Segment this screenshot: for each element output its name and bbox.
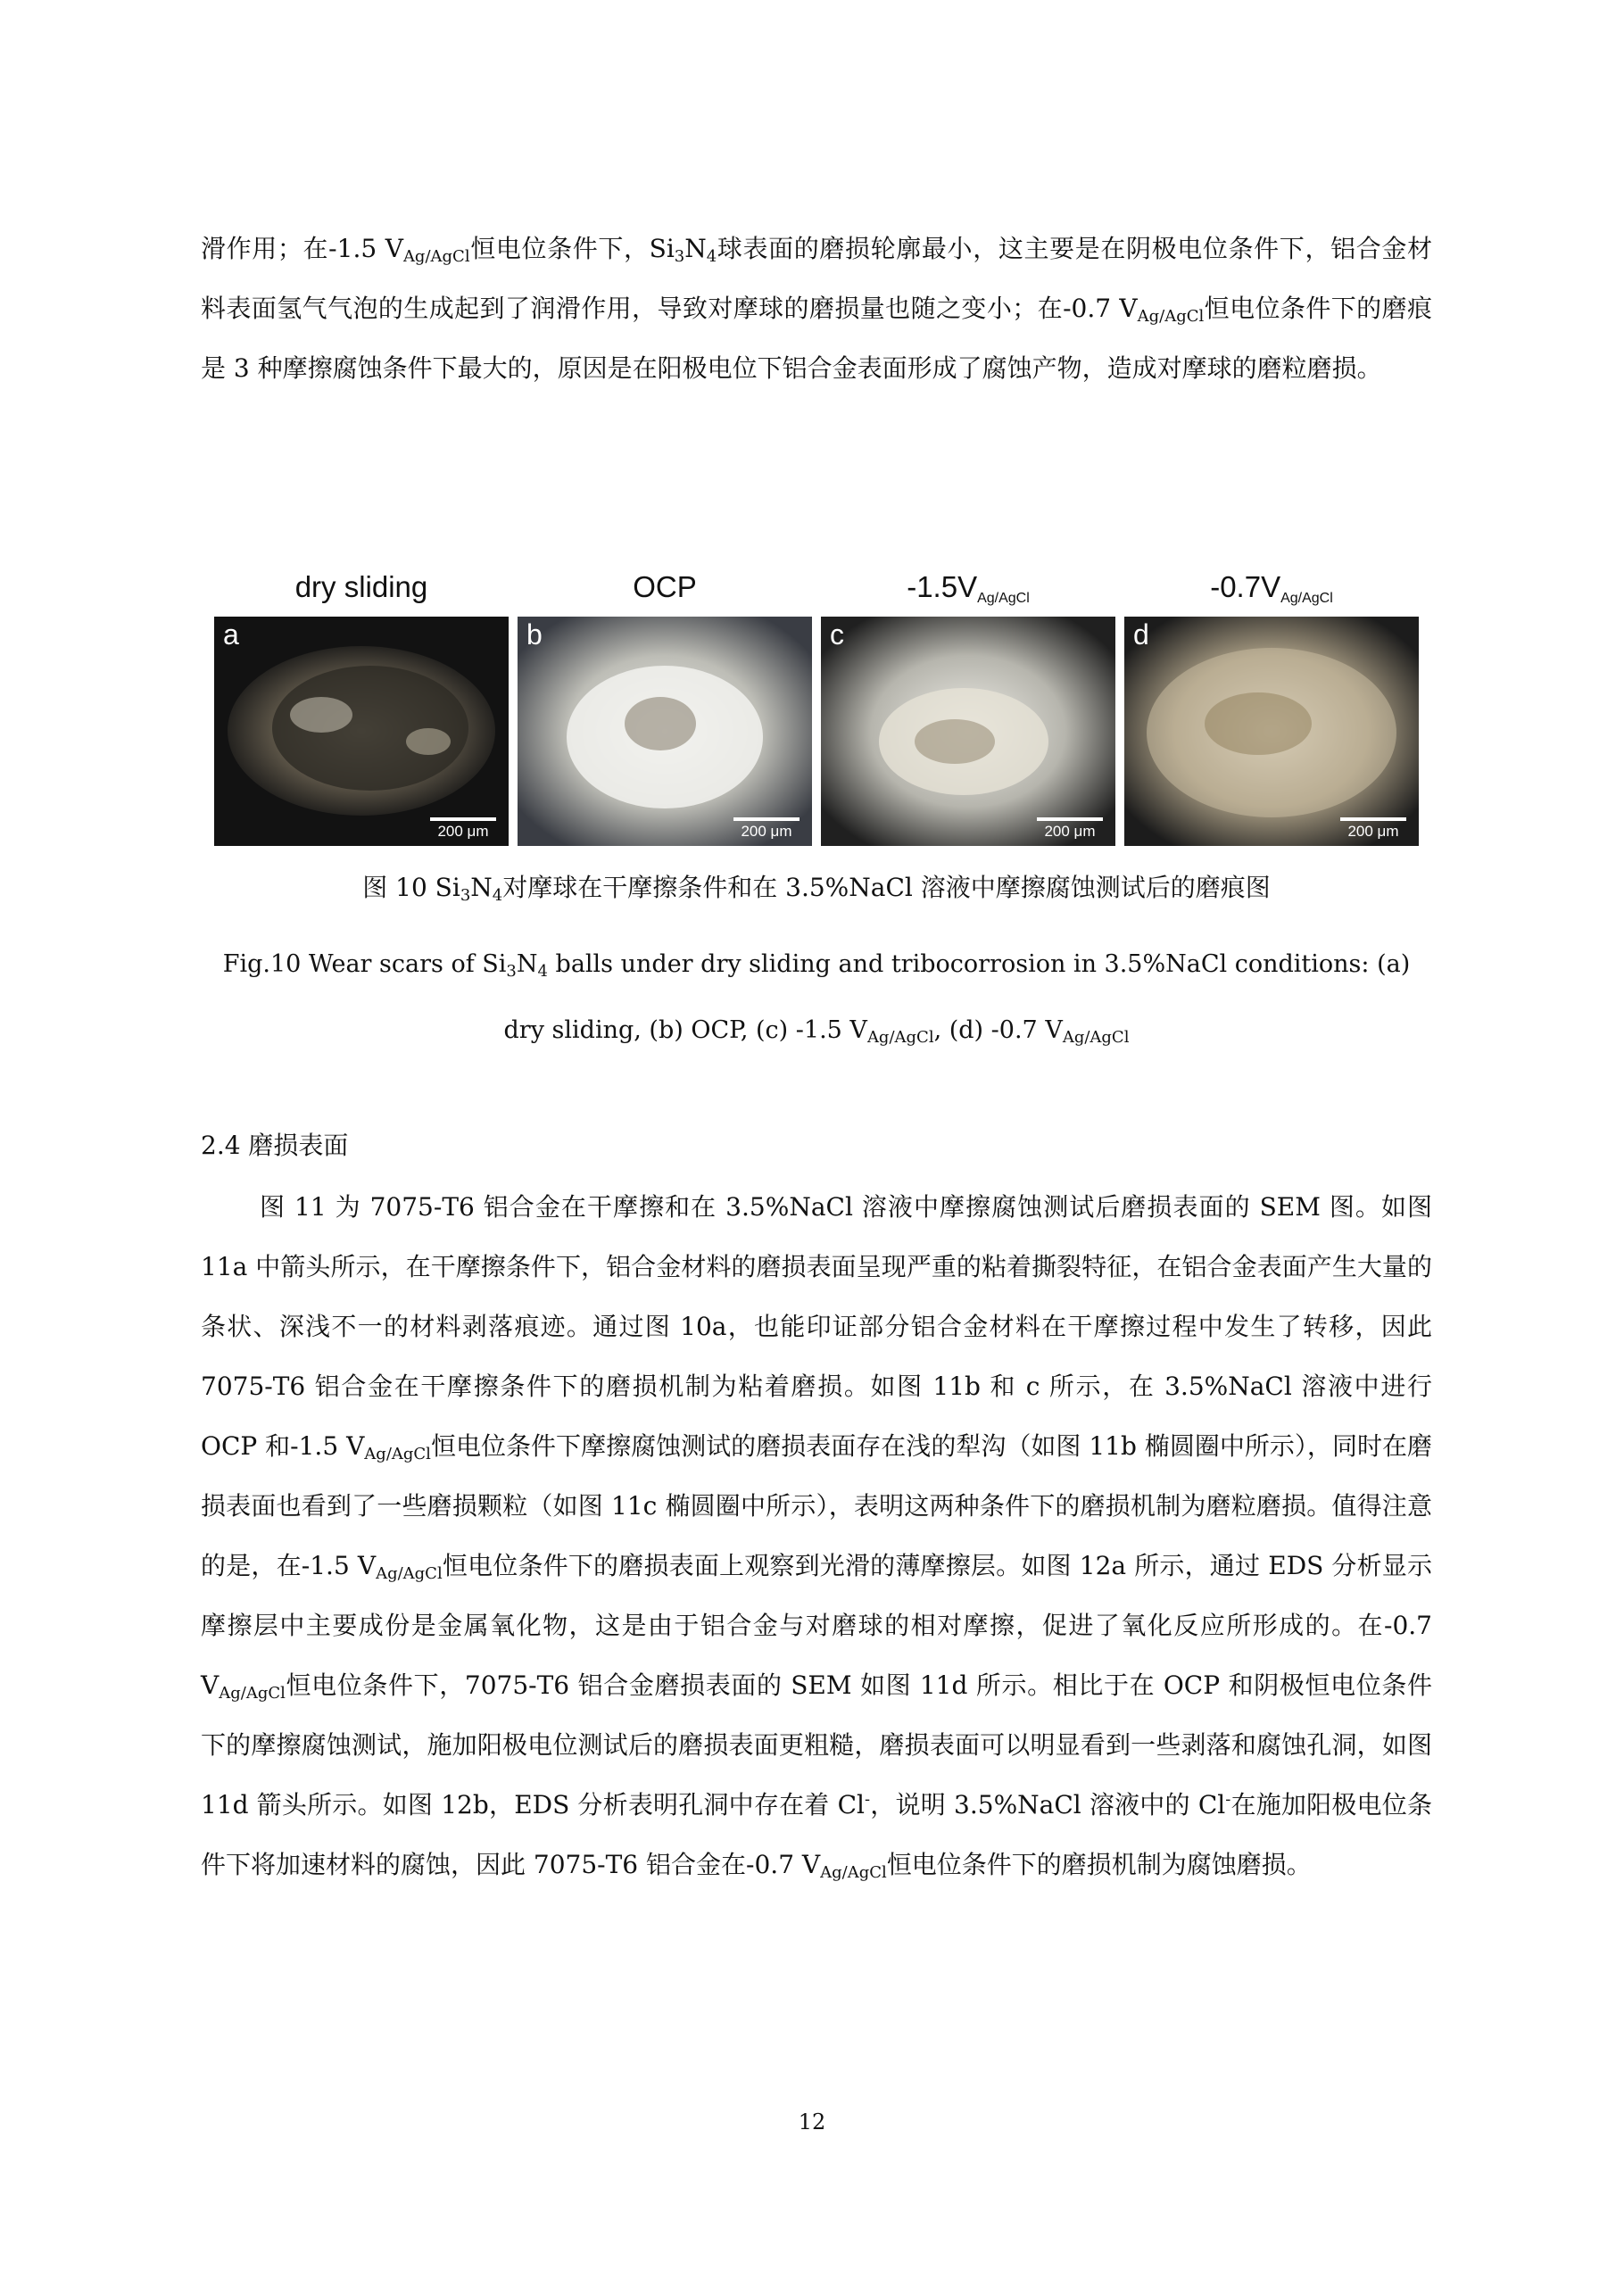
paragraph-top [201, 219, 1432, 398]
panel-title: $-1.5V_{Ag/AgCl}$ [907, 570, 1030, 606]
panel-title: OCP [633, 570, 697, 603]
scale-bar: 200 μm [1037, 817, 1103, 841]
wear-scar-d-graphic [1124, 617, 1419, 846]
panel-letter: c [830, 618, 844, 651]
wear-scar-image [1124, 617, 1419, 846]
figure-panel-d [1124, 560, 1419, 846]
wear-scar-image [214, 617, 509, 846]
paragraph-main [201, 1177, 1432, 1894]
figure-caption-cn: 图 10 $Si_3N_4$对摩球在干摩擦条件和在 3.5%NaCl 溶液中摩擦腐蚀测试后的磨痕图 [362, 873, 1271, 905]
figure-caption-en: Fig.10 Wear scars of $Si_3N_4$ balls under dry sliding and tribocorrosion in 3.5%NaCl conditions: (a) dry sliding, (b) OCP, (c) -1.5 $V_{Ag/AgCl}$, (d) -0.7 $V_{Ag/AgCl}$ [222, 950, 1411, 1047]
panel-title: $-0.7V_{Ag/AgCl}$ [1210, 570, 1333, 606]
panel-letter: d [1133, 618, 1149, 651]
wear-scar-b-graphic [518, 617, 812, 846]
wear-scar-image [518, 617, 812, 846]
panel-title: dry sliding [294, 570, 428, 603]
wear-scar-a-graphic [214, 617, 509, 846]
page-number: 12 [798, 2110, 826, 2134]
figure-panel-c [821, 560, 1115, 846]
panel-letter: a [223, 618, 239, 651]
figure-panel-a [214, 560, 509, 846]
figure-panel-b [518, 560, 812, 846]
paragraph-main-text: 图 11 为 7075-T6 铝合金在干摩擦和在 3.5%NaCl 溶液中摩擦腐蚀测试后磨损表面的 SEM 图。如图 11a 中箭头所示，在干摩擦条件下，铝合金材料的磨损表面呈现严重的粘着撕裂特征，在铝合金表面产生大量的条状、深浅不一的材料剥落痕迹。通过图 10a，也能印证部分铝合金材料在干摩擦过程中发生了转移，因此 7075-T6 铝合金在干摩擦条件下的磨损机制为粘着磨损。如图 11b 和 c 所示，在 3.5%NaCl 溶液中进行 OCP 和-1.5 $V_{Ag/AgCl}$恒电位条件下摩擦腐蚀测试的磨损表面存在浅的犁沟（如图 11b 椭圆圈中所示），同时在磨损表面也看到了一些磨损颗粒（如图 11c 椭圆圈中所示），表明这两种条件下的磨损机制为磨粒磨损。值得注意的是，在-1.5 $V_{Ag/AgCl}$恒电位条件下的磨损表面上观察到光滑的薄摩擦层。如图 12a 所示，通过 EDS 分析显示摩擦层中主要成份是金属氧化物，这是由于铝合金与对磨球的相对摩擦，促进了氧化反应所形成的。在-0.7 $V_{Ag/AgCl}$恒电位条件下，7075-T6 铝合金磨损表面的 SEM 如图 11d 所示。相比于在 OCP 和阴极恒电位条件下的摩擦腐蚀测试，施加阳极电位测试后的磨损表面更粗糙，磨损表面可以明显看到一些剥落和腐蚀孔洞，如图 11d 箭头所示。如图 12b，EDS 分析表明孔洞中存在着 Cl-，说明 3.5%NaCl 溶液中的 Cl-在施加阳极电位条件下将加速材料的腐蚀，因此 7075-T6 铝合金在-0.7 $V_{Ag/AgCl}$恒电位条件下的磨损机制为腐蚀磨损。 [201, 1192, 1433, 1882]
wear-scar-c-graphic [821, 617, 1115, 846]
panel-letter: b [526, 618, 543, 651]
figure-10 [214, 560, 1419, 846]
scale-bar: 200 μm [1340, 817, 1406, 841]
wear-scar-image [821, 617, 1115, 846]
scale-bar: 200 μm [733, 817, 800, 841]
section-heading: 2.4 磨损表面 [201, 1131, 349, 1160]
scale-bar: 200 μm [430, 817, 496, 841]
paragraph-top-text: 滑作用；在-1.5 $V_{Ag/AgCl}$恒电位条件下，$Si_3N_4$球表面的磨损轮廓最小，这主要是在阴极电位条件下，铝合金材料表面氢气气泡的生成起到了润滑作用，导致对摩球的磨损量也随之变小；在-0.7 $V_{Ag/AgCl}$恒电位条件下的磨痕是 3 种摩擦腐蚀条件下最大的，原因是在阳极电位下铝合金表面形成了腐蚀产物，造成对摩球的磨粒磨损。 [201, 234, 1432, 383]
